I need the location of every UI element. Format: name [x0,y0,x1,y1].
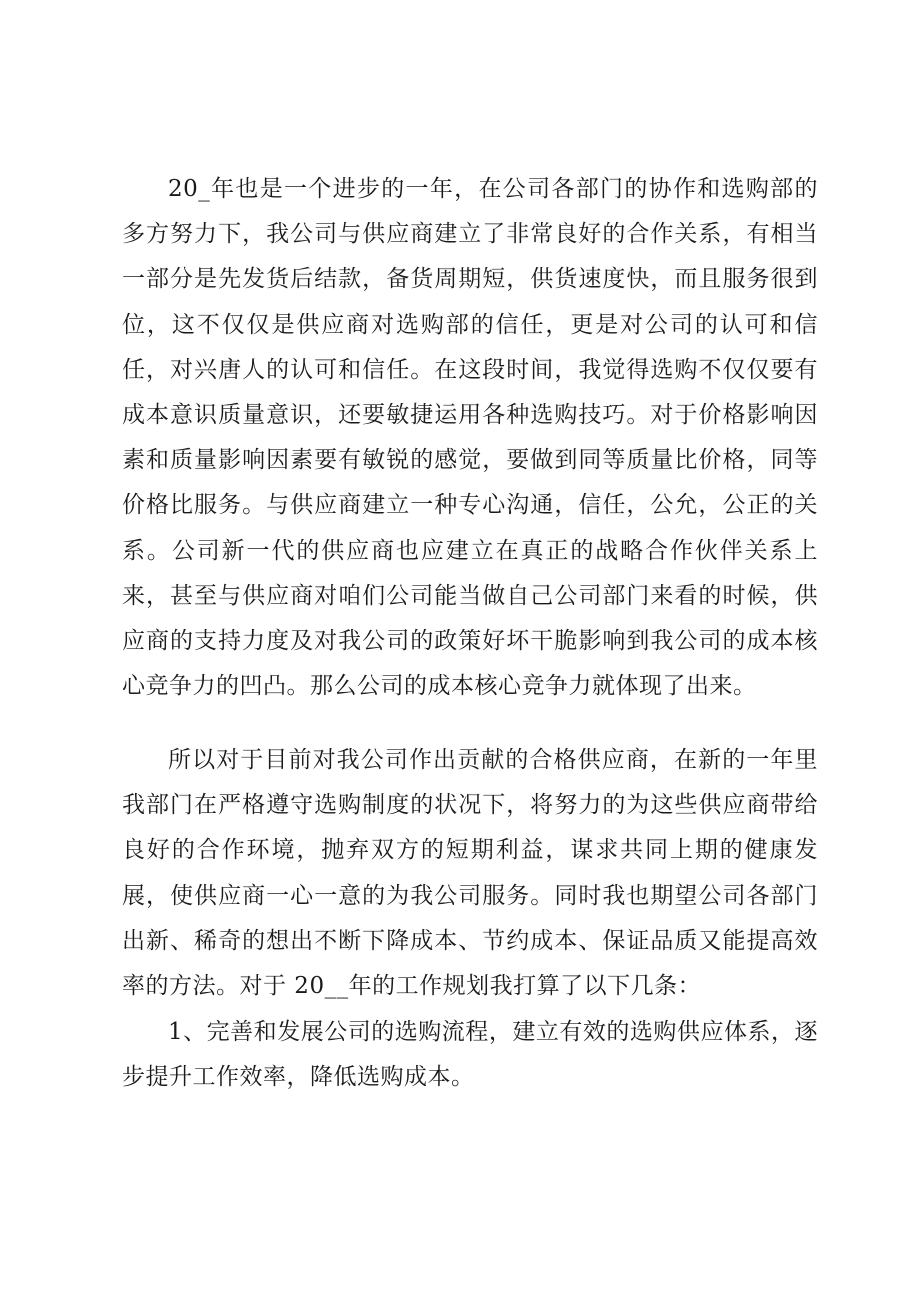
paragraph-supplier-plan: 所以对于目前对我公司作出贡献的合格供应商，在新的一年里我部门在严格遵守选购制度的状况下，将努力的为这些供应商带给良好的合作环境，抛弃双方的短期利益，谋求共同上期的健康发展，使供应商一心一意的为我公司服务。同时我也期望公司各部门出新、稀奇的想出不断下降成本、节约成本、保证品质又能提高效率的方法。对于 20__年的工作规划我打算了以下几条： [122,747,818,1000]
paragraph-plan-item-1: 1、完善和发展公司的选购流程，建立有效的选购供应体系，逐步提升工作效率，降低选购成本。 [122,1019,818,1091]
paragraph-progress-year: 20_年也是一个进步的一年，在公司各部门的协作和选购部的多方努力下，我公司与供应商建立了非常良好的合作关系，有相当一部分是先发货后结款，备货周期短，供货速度快，而且服务很到位，这不仅仅是供应商对选购部的信任，更是对公司的认可和信任，对兴唐人的认可和信任。在这段时间，我觉得选购不仅仅要有成本意识质量意识，还要敏捷运用各种选购技巧。对于价格影响因素和质量影响因素要有敏锐的感觉，要做到同等质量比价格，同等价格比服务。与供应商建立一种专心沟通，信任，公允，公正的关系。公司新一代的供应商也应建立在真正的战略合作伙伴关系上来，甚至与供应商对咱们公司能当做自己公司部门来看的时候，供应商的支持力度及对我公司的政策好坏干脆影响到我公司的成本核心竞争力的凹凸。那么公司的成本核心竞争力就体现了出来。 [122,176,818,700]
